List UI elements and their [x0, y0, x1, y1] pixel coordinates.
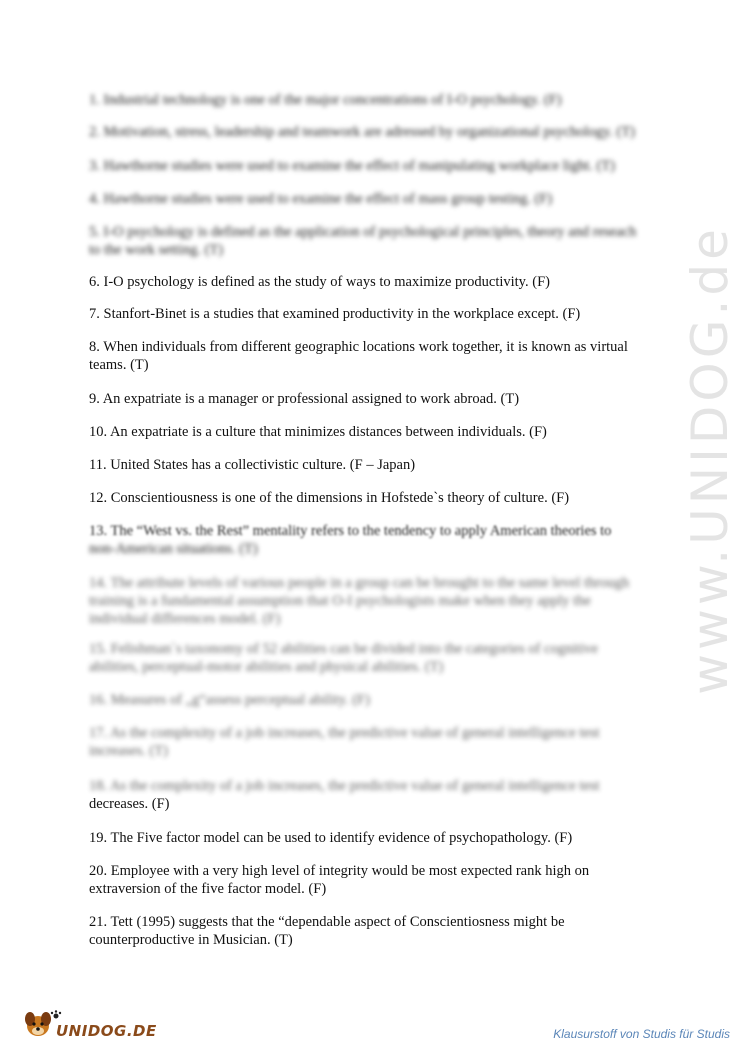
- question-4: 4. Hawthorne studies were used to examine the effect of mass group testing. (F): [89, 191, 553, 207]
- question-9: 9. An expatriate is a manager or professional assigned to work abroad. (T): [89, 391, 520, 407]
- question-10: 10. An expatriate is a culture that minimizes distances between individuals. (F): [89, 424, 547, 440]
- question-1: 1. Industrial technology is one of the major concentrations of I-O psychology. (F): [89, 92, 562, 108]
- question-18-line-1: 18. As the complexity of a job increases, the predictive value of general intelligence test: [89, 778, 600, 794]
- question-5: 5. I-O psychology is defined as the application of psychological principles, theory and reseach to the work setting. (T): [89, 224, 637, 258]
- question-14: 14. The attribute levels of various people in a group can be brought to the same level through training is a fundamental assumption that O-I psychologists make when they apply the individual differences model. (F): [89, 575, 630, 627]
- question-18-line-2: decreases. (F): [89, 796, 170, 812]
- question-8: 8. When individuals from different geographic locations work together, it is known as virtual teams. (T): [89, 339, 628, 373]
- question-19: 19. The Five factor model can be used to identify evidence of psychopathology. (F): [89, 830, 573, 846]
- question-13-line-2: non-American situations. (T): [89, 541, 258, 557]
- footer-tagline: Klausurstoff von Studis für Studis: [553, 1027, 730, 1041]
- question-3: 3. Hawthorne studies were used to examine the effect of manipulating workplace light. (T): [89, 158, 615, 174]
- question-21: 21. Tett (1995) suggests that the “dependable aspect of Conscientiosness might be counterproductive in Musician. (T): [89, 914, 565, 948]
- watermark: www.UNIDOG.de: [681, 225, 739, 695]
- question-17: 17. As the complexity of a job increases, the predictive value of general intelligence test increases. (T): [89, 725, 600, 759]
- question-20: 20. Employee with a very high level of integrity would be most expected rank high on extraversion of the five factor model. (F): [89, 863, 590, 897]
- question-12: 12. Conscientiousness is one of the dimensions in Hofstede`s theory of culture. (F): [89, 490, 570, 506]
- question-2: 2. Motivation, stress, leadership and teamwork are adressed by organizational psychology. (T): [89, 124, 636, 140]
- question-11: 11. United States has a collectivistic culture. (F – Japan): [89, 457, 416, 473]
- question-16: 16. Measures of „g“assess perceptual ability. (F): [89, 692, 370, 708]
- question-15: 15. Felishman`s taxonomy of 52 abilities can be divided into the categories of cognitive abilities, perceptual-motor abilities and physical abilities. (T): [89, 641, 598, 675]
- question-6: 6. I-O psychology is defined as the study of ways to maximize productivity. (F): [89, 274, 550, 290]
- question-7: 7. Stanfort-Binet is a studies that examined productivity in the workplace except. (F): [89, 306, 581, 322]
- logo-text: UNIDOG.DE: [56, 1022, 157, 1040]
- question-13-line-1: 13. The “West vs. the Rest” mentality refers to the tendency to apply American theories to: [89, 523, 612, 539]
